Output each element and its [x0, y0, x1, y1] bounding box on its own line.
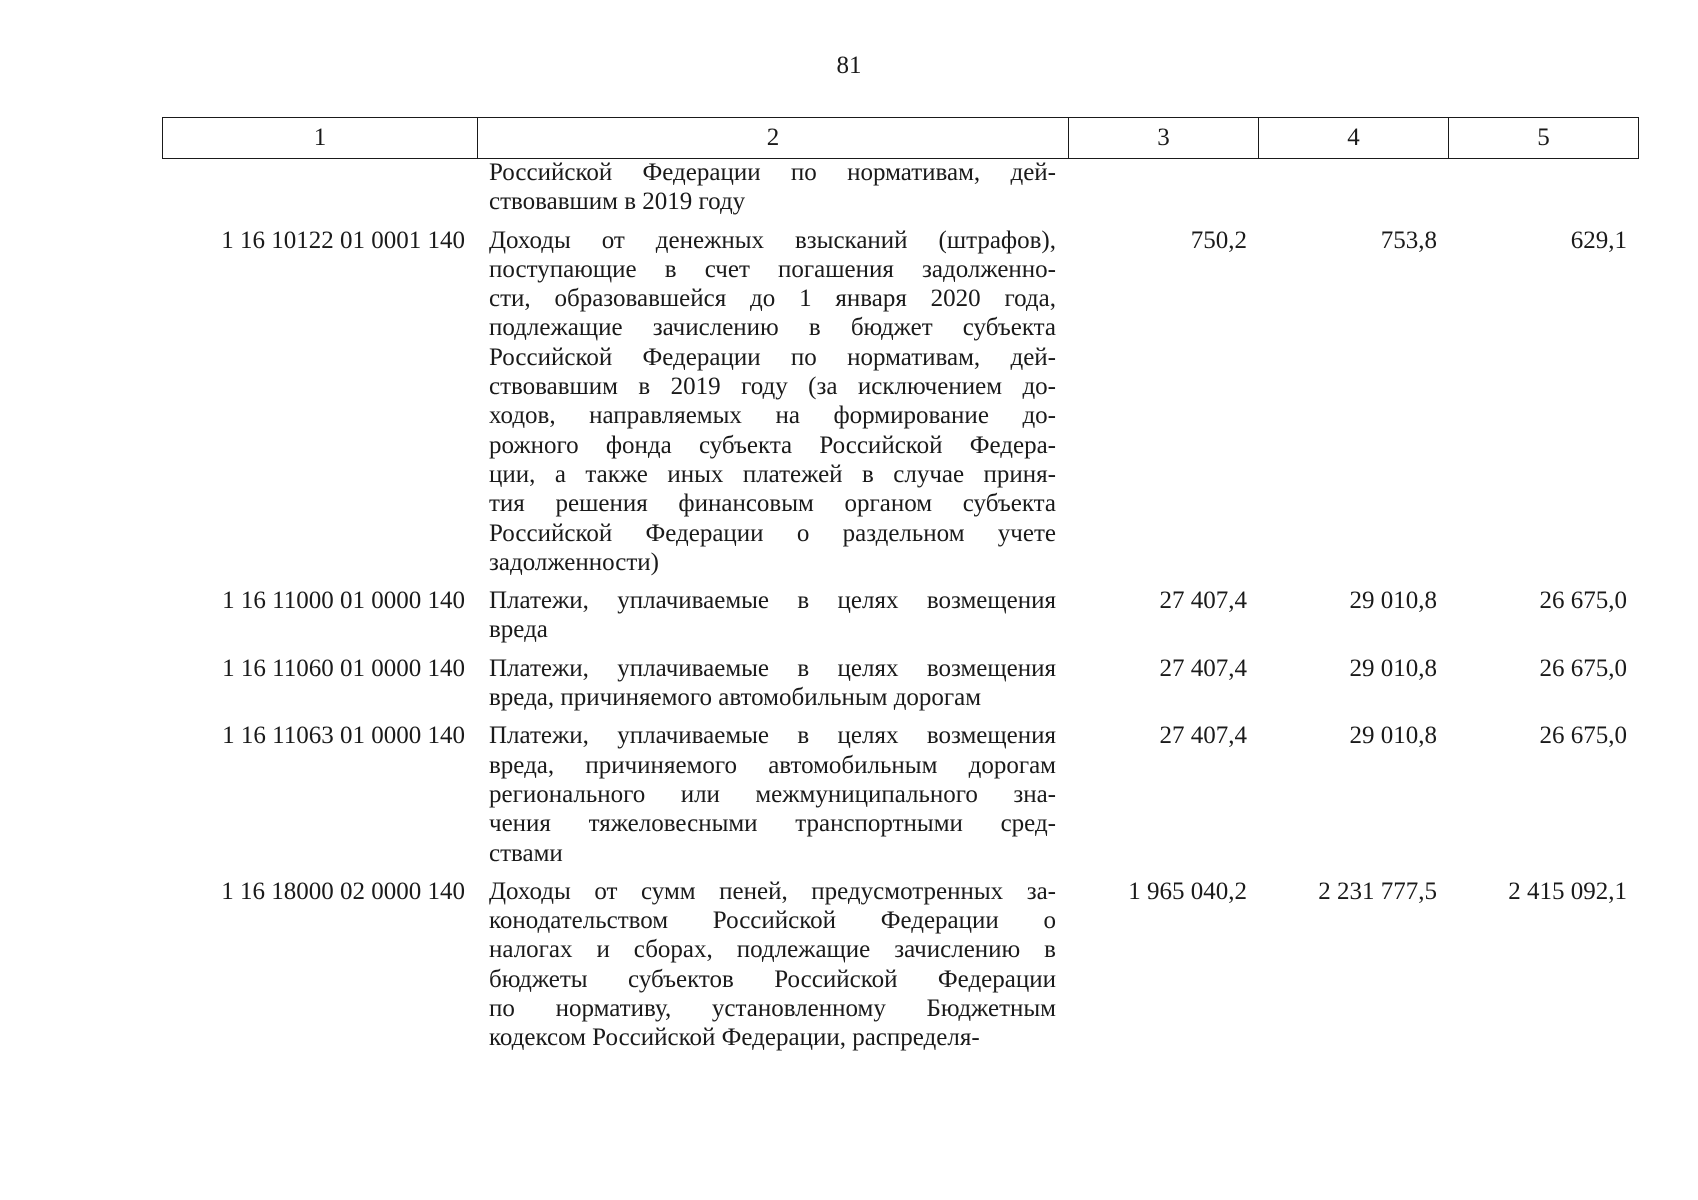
classification-code: 1 16 11063 01 0000 140: [222, 722, 465, 750]
description-line: ствами: [489, 839, 563, 867]
income-description: [477, 577, 1068, 645]
description-line: регионального или межмуниципального зна-: [489, 780, 1056, 808]
description-line: поступающие в счет погашения задолженно-: [489, 255, 1056, 283]
column-header-1: 1: [163, 118, 478, 159]
amount-column-4: 29 010,8: [1349, 587, 1437, 615]
continuation-value-3: [1068, 158, 1258, 217]
classification-code: 1 16 11060 01 0000 140: [222, 654, 465, 682]
description-line: Платежи, уплачиваемые в целях возмещения: [489, 587, 1056, 615]
amount-column-3: 27 407,4: [1159, 654, 1247, 682]
amount-column-3: 750,2: [1190, 226, 1247, 254]
amount-column-5: 26 675,0: [1539, 722, 1627, 750]
description-line: Российской Федерации о раздельном учете: [489, 519, 1056, 547]
description-line: подлежащие зачислению в бюджет субъекта: [489, 314, 1056, 342]
classification-code: 1 16 11000 01 0000 140: [222, 587, 465, 615]
amount-column-5: 629,1: [1570, 226, 1627, 254]
budget-table-body: [162, 158, 1638, 1053]
description-line: вреда: [489, 616, 548, 644]
description-line: Платежи, уплачиваемые в целях возмещения: [489, 654, 1056, 682]
column-header-5: 5: [1449, 118, 1639, 159]
amount-column-3: 1 965 040,2: [1128, 877, 1247, 905]
column-header-3: 3: [1069, 118, 1259, 159]
description-line: вреда, причиняемого автомобильным дорогам: [489, 751, 1056, 779]
description-line: Доходы от денежных взысканий (штрафов),: [489, 226, 1056, 254]
column-header-table: [162, 117, 1639, 159]
classification-code: 1 16 18000 02 0000 140: [221, 877, 465, 905]
continuation-value-5: [1448, 158, 1638, 217]
table-row: [162, 868, 1638, 1053]
description-line: Доходы от сумм пеней, предусмотренных за-: [489, 877, 1056, 905]
amount-column-3: 27 407,4: [1159, 722, 1247, 750]
amount-column-4: 2 231 777,5: [1318, 877, 1437, 905]
column-header-2: 2: [478, 118, 1069, 159]
page-number: 81: [836, 52, 862, 79]
table-rows: [162, 158, 1638, 1053]
description-line: бюджеты субъектов Российской Федерации: [489, 965, 1056, 993]
description-line: сти, образовавшейся до 1 января 2020 года,: [489, 285, 1056, 313]
description-line: чения тяжеловесными транспортными сред-: [489, 810, 1056, 838]
column-header-4: 4: [1259, 118, 1449, 159]
description-line: Российской Федерации по нормативам, дей-: [489, 343, 1056, 371]
amount-column-4: 753,8: [1380, 226, 1437, 254]
continuation-code-cell: [162, 158, 477, 217]
amount-column-4: 29 010,8: [1349, 654, 1437, 682]
amount-column-5: 2 415 092,1: [1508, 877, 1627, 905]
continuation-description: [477, 158, 1068, 217]
description-line: рожного фонда субъекта Российской Федера-: [489, 431, 1056, 459]
description-line: налогах и сборах, подлежащие зачислению в: [489, 936, 1056, 964]
table-row: [162, 577, 1638, 645]
description-line: тия решения финансовым органом субъекта: [489, 490, 1056, 518]
description-line: ствовавшим в 2019 году (за исключением до-: [489, 373, 1056, 401]
amount-column-5: 26 675,0: [1539, 654, 1627, 682]
description-line: конодательством Российской Федерации о: [489, 907, 1056, 935]
description-line: Платежи, уплачиваемые в целях возмещения: [489, 722, 1056, 750]
description-line: вреда, причиняемого автомобильным дорогам: [489, 684, 982, 712]
income-description: [477, 217, 1068, 578]
description-line: по нормативу, установленному Бюджетным: [489, 995, 1056, 1023]
continuation-row: [162, 158, 1638, 217]
description-line: ствовавшим в 2019 году: [489, 188, 746, 216]
description-line: ходов, направляемых на формирование до-: [489, 402, 1056, 430]
table-row: [162, 712, 1638, 867]
description-line: ции, а также иных платежей в случае приня-: [489, 460, 1056, 488]
income-description: [477, 645, 1068, 713]
table-row: [162, 645, 1638, 713]
income-description: [477, 868, 1068, 1053]
amount-column-5: 26 675,0: [1539, 587, 1627, 615]
description-line: Российской Федерации по нормативам, дей-: [489, 159, 1056, 186]
description-line: задолженности): [489, 548, 659, 576]
description-line: кодексом Российской Федерации, распределя-: [489, 1024, 980, 1052]
table-row: [162, 217, 1638, 578]
amount-column-3: 27 407,4: [1159, 587, 1247, 615]
classification-code: 1 16 10122 01 0001 140: [221, 226, 465, 254]
column-header-row: [163, 118, 1639, 159]
amount-column-4: 29 010,8: [1349, 722, 1437, 750]
continuation-value-4: [1258, 158, 1448, 217]
income-description: [477, 712, 1068, 867]
